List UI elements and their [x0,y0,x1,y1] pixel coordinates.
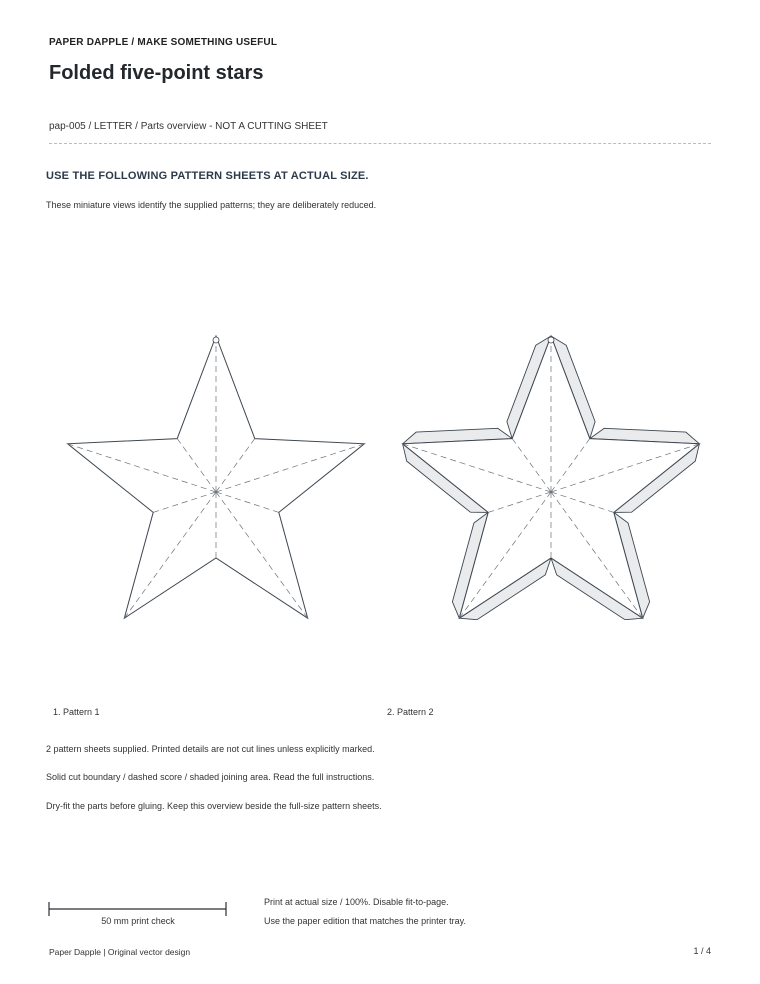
brand-line: PAPER DAPPLE / MAKE SOMETHING USEFUL [49,37,278,48]
scale-bar [48,900,228,916]
note-sheets: 2 pattern sheets supplied. Printed details are not cut lines unless explicitly marked. [46,744,375,754]
scale-bar-label: 50 mm print check [101,916,175,926]
pattern-2-caption: 2. Pattern 2 [387,707,434,717]
page-title: Folded five-point stars [49,62,264,84]
hanging-hole-icon [213,337,219,343]
page-number: 1 / 4 [693,946,711,956]
footer-credit: Paper Dapple | Original vector design [49,947,191,957]
note-legend: Solid cut boundary / dashed score / shaded joining area. Read the full instructions. [46,772,375,782]
pattern-1-preview [60,322,372,620]
hanging-hole-icon [548,337,554,343]
header-divider [49,143,711,144]
document-meta: pap-005 / LETTER / Parts overview - NOT A CUTTING SHEET [49,121,328,132]
paper-instruction: Use the paper edition that matches the printer tray. [264,916,466,926]
print-instruction: Print at actual size / 100%. Disable fit-to-page. [264,897,449,907]
note-dry-fit: Dry-fit the parts before gluing. Keep this overview beside the full-size pattern sheets. [46,801,382,811]
pattern-1-caption: 1. Pattern 1 [53,707,100,717]
section-heading: USE THE FOLLOWING PATTERN SHEETS AT ACTUAL SIZE. [46,170,369,182]
section-intro: These miniature views identify the supplied patterns; they are deliberately reduced. [46,200,377,210]
pattern-2-preview [395,322,707,620]
